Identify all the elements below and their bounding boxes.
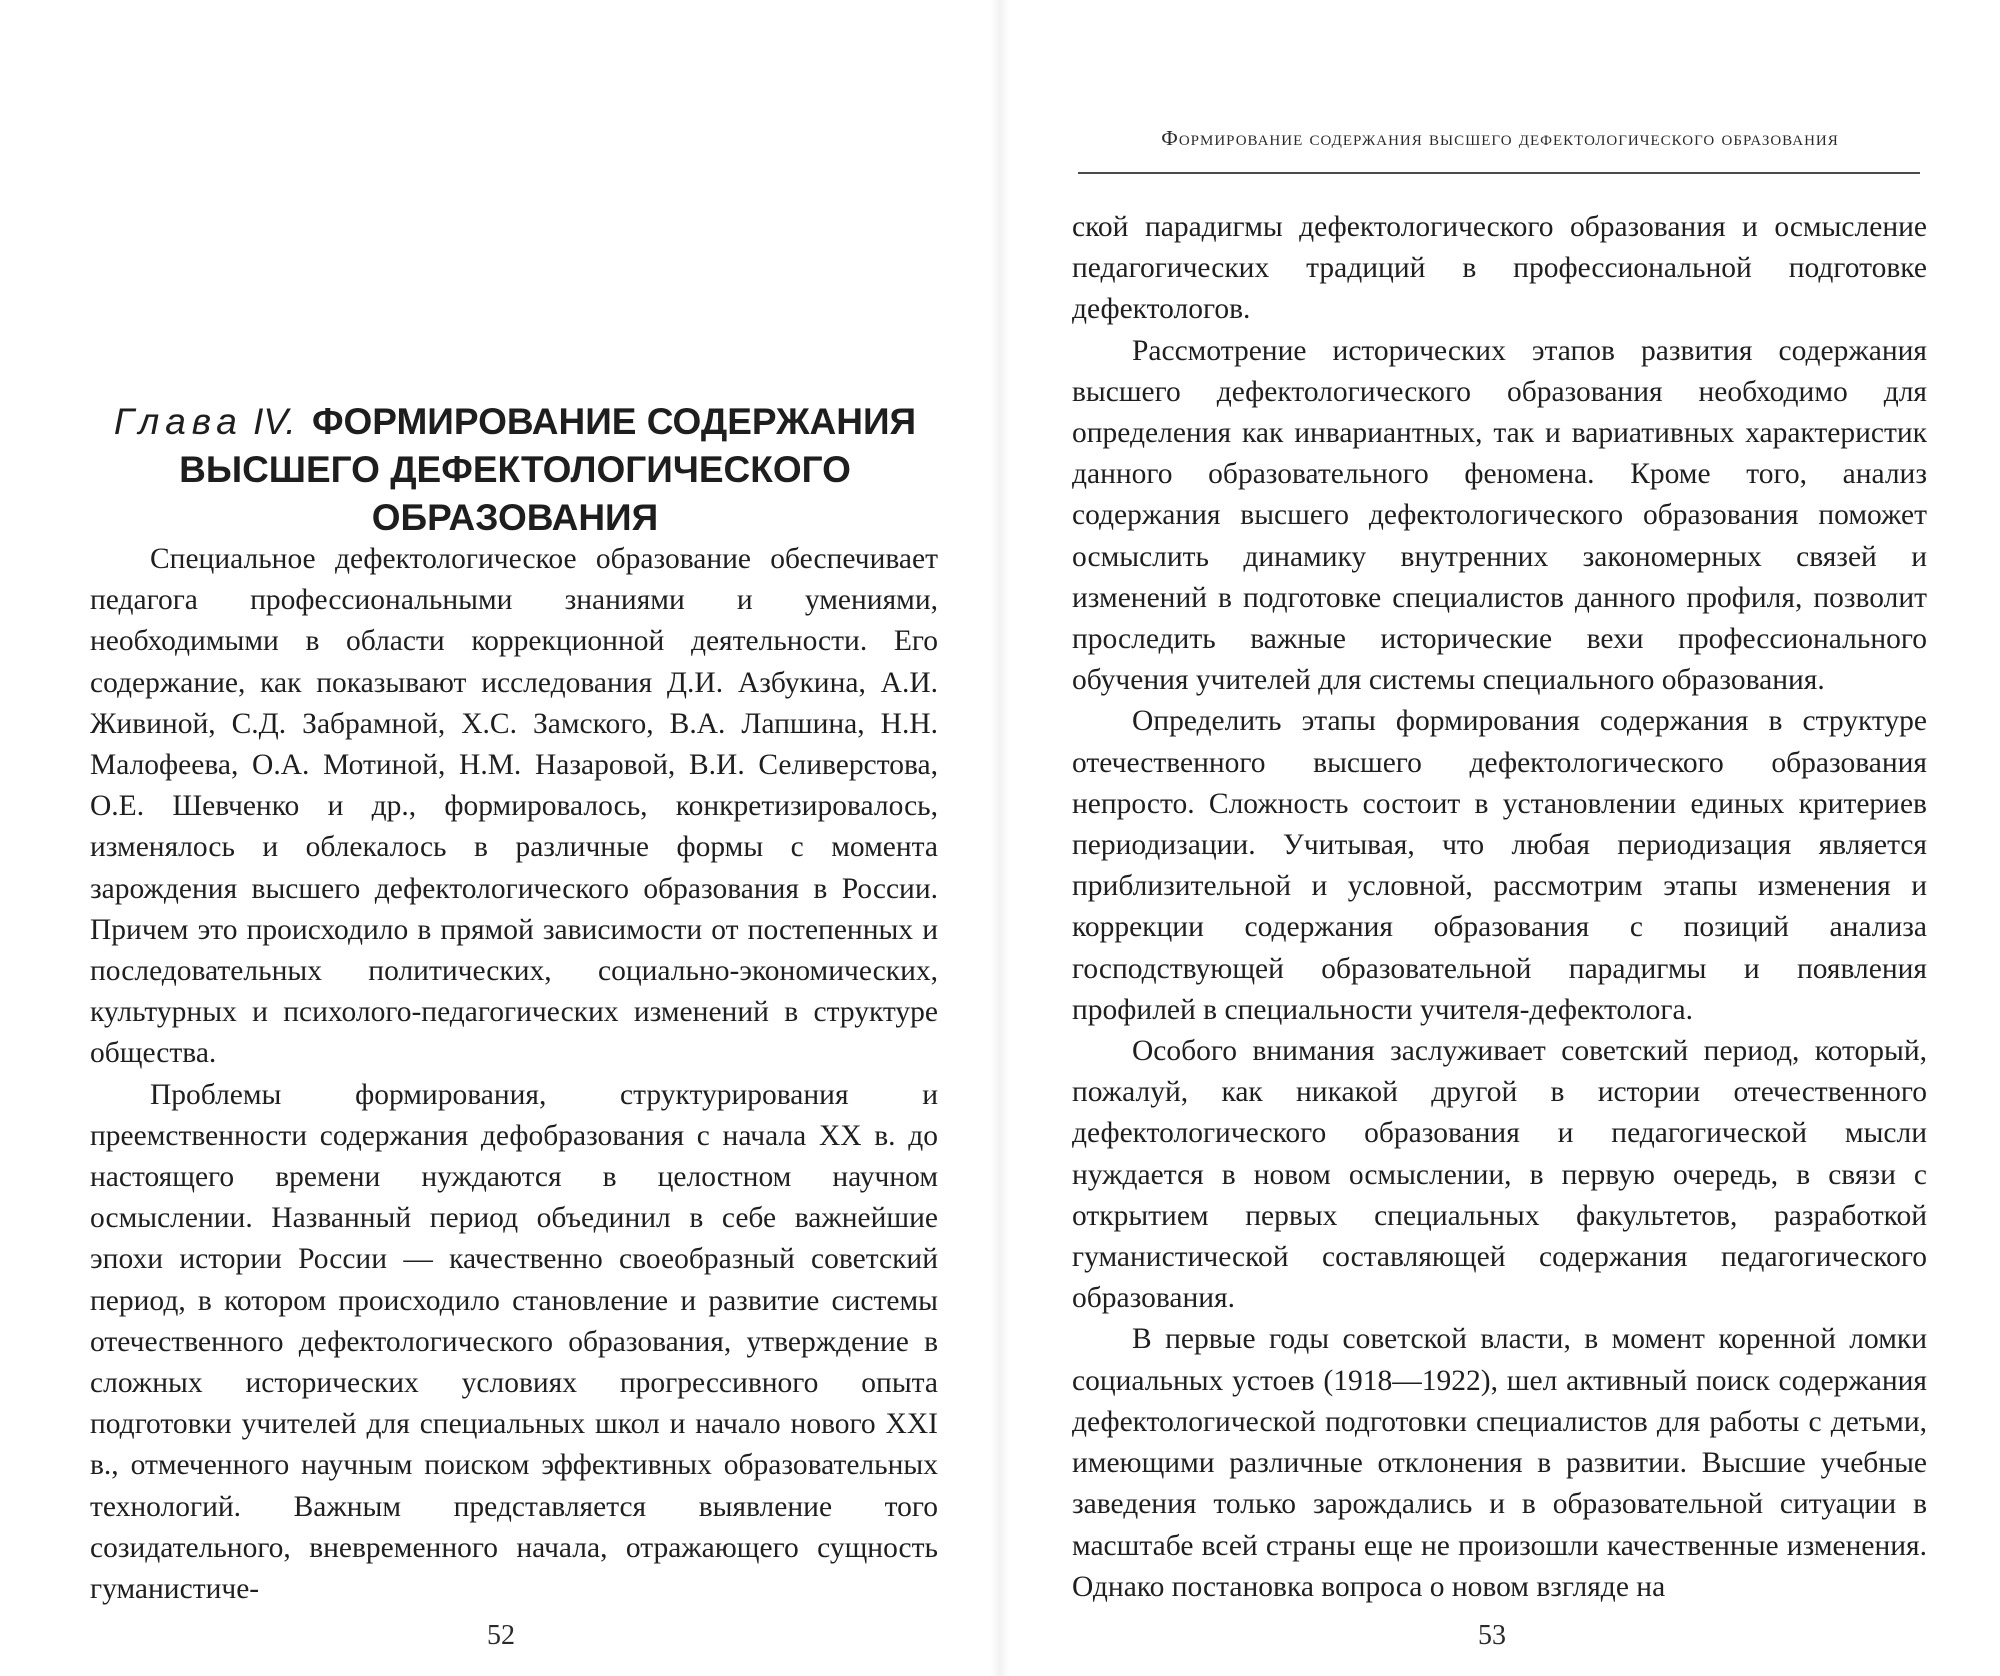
chapter-label: Глава [113, 401, 243, 442]
paragraph: Рассмотрение исторических этапов развития содержания высшего дефектологического образования необходимо для определения как инвариантных, так и вариативных характеристик данного образовательного феномена. Кроме того, анализ содержания высшего дефектологического образования поможет осмыслить динамику внутренних закономерных связей и изменений в подготовке специалистов данного профиля, позволит проследить важные исторические вехи профессионального обучения учителей для системы специального образования. [1072, 334, 1927, 697]
header-rule [1078, 172, 1920, 174]
right-page-body [1072, 207, 1927, 1608]
paragraph: Особого внимания заслуживает советский период, который, пожалуй, как никакой другой в истории отечественного дефектологического образования и педагогической мысли нуждается в новом осмыслении, в первую очередь, в связи с открытием первых специальных факультетов, разработкой гуманистической составляющей содержания педагогического образования. [1072, 1035, 1927, 1315]
paragraph: Проблемы формирования, структурирования и преемственности содержания дефобразования с начала XX в. до настоящего времени нуждаются в целостном научном осмыслении. Названный период объединил в себе важнейшие эпохи истории России — качественно своеобразный советский период, в котором происходило становление и развитие системы отечественного дефектологического образования, утверждение в сложных исторических условиях прогрессивного опыта подготовки учителей для специальных школ и начало нового XXI в., отмеченного научным поиском эффективных образовательных технологий. Важным представляется выявление того созидательного, вневременного начала, отражающего сущность гуманистиче- [90, 1078, 938, 1606]
chapter-numeral: IV. [253, 401, 296, 442]
right-page [1000, 0, 2000, 1676]
paragraph: В первые годы советской власти, в момент коренной ломки социальных устоев (1918—1922), шел активный поиск содержания дефектологической подготовки специалистов для работы с детьми, имеющими различные отклонения в развитии. Высшие учебные заведения только зарождались и в образовательной ситуации в масштабе всей страны еще не произошли качественные изменения. Однако постановка вопроса о новом взгляде на [1072, 1323, 1927, 1603]
chapter-title [80, 398, 950, 542]
chapter-title-line-2: ВЫСШЕГО ДЕФЕКТОЛОГИЧЕСКОГО ОБРАЗОВАНИЯ [179, 449, 851, 538]
paragraph: Определить этапы формирования содержания в структуре отечественного высшего дефектологического образования непросто. Сложность состоит в установлении единых критериев периодизации. Учитывая, что любая периодизация является приблизительной и условной, рассмотрим этапы изменения и коррекции содержания образования с позиций анализа господствующей образовательной парадигмы и появления профилей в специальности учителя-дефектолога. [1072, 705, 1927, 1026]
chapter-title-line-1: ФОРМИРОВАНИЕ СОДЕРЖАНИЯ [311, 401, 917, 442]
page-number-right: 53 [1478, 1620, 1506, 1651]
continued-paragraph: ской парадигмы дефектологического образования и осмысление педагогических традиций в профессиональной подготовке дефектологов. [1072, 211, 1927, 326]
page-number-left: 52 [487, 1620, 515, 1651]
left-page-body [90, 539, 938, 1610]
running-head: Формирование содержания высшего дефектологического образования [1161, 126, 1839, 150]
paragraph: Специальное дефектологическое образование обеспечивает педагога профессиональными знаниями и умениями, необходимыми в области коррекционной деятельности. Его содержание, как показывают исследования Д.И. Азбукина, А.И. Живиной, С.Д. Забрамной, Х.С. Замского, В.А. Лапшина, Н.Н. Малофеева, О.А. Мотиной, Н.М. Назаровой, В.И. Селиверстова, О.Е. Шевченко и др., формировалось, конкретизировалось, изменялось и облекалось в различные формы с момента зарождения высшего дефектологического образования в России. Причем это происходило в прямой зависимости от постепенных и последовательных политических, социально-экономических, культурных и психолого-педагогических изменений в структуре общества. [90, 543, 938, 1070]
book-gutter [990, 0, 1010, 1676]
